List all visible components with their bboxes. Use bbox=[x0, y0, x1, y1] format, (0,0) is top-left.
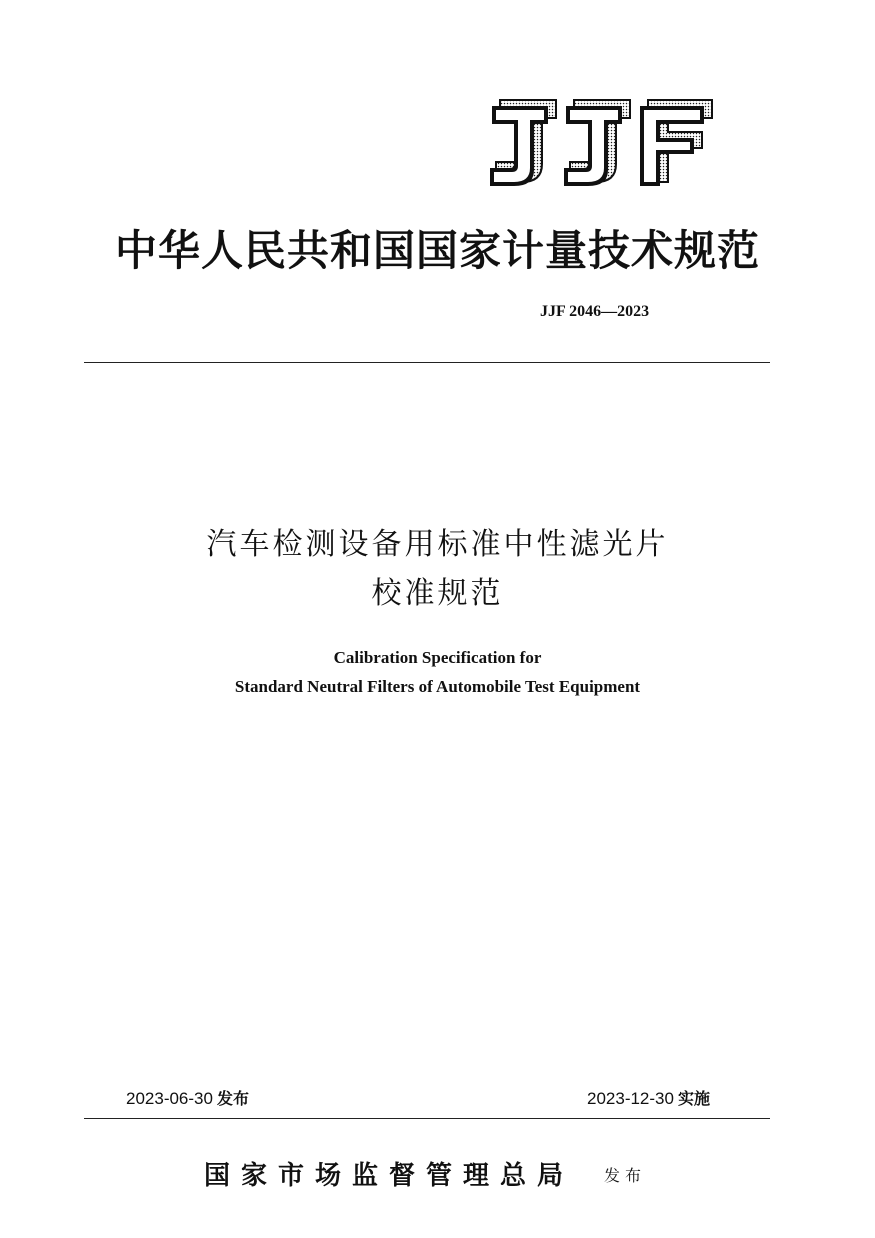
issue-date-value: 2023-06-30 bbox=[126, 1089, 213, 1108]
standard-number: JJF 2046—2023 bbox=[540, 303, 650, 320]
implementation-date-value: 2023-12-30 bbox=[587, 1089, 674, 1108]
implementation-date-label: 实施 bbox=[677, 1089, 710, 1108]
english-title-line2: Standard Neutral Filters of Automobile Test Equipment bbox=[234, 677, 641, 696]
organization-title: 中华人民共和国国家计量技术规范 bbox=[114, 226, 760, 275]
chinese-title-line1: 汽车检测设备用标准中性滤光片 bbox=[206, 527, 669, 562]
publisher-name: 国家市场监督管理总局 bbox=[204, 1161, 575, 1191]
english-title-line1: Calibration Specification for bbox=[333, 648, 542, 667]
top-divider bbox=[84, 362, 770, 363]
chinese-title-line2: 校准规范 bbox=[371, 576, 504, 611]
issue-date bbox=[126, 1086, 249, 1109]
issue-date-label: 发布 bbox=[216, 1089, 249, 1108]
bottom-divider bbox=[84, 1118, 770, 1119]
jjf-logo bbox=[488, 96, 714, 188]
implementation-date bbox=[587, 1086, 710, 1109]
publisher-label: 发布 bbox=[604, 1166, 647, 1185]
